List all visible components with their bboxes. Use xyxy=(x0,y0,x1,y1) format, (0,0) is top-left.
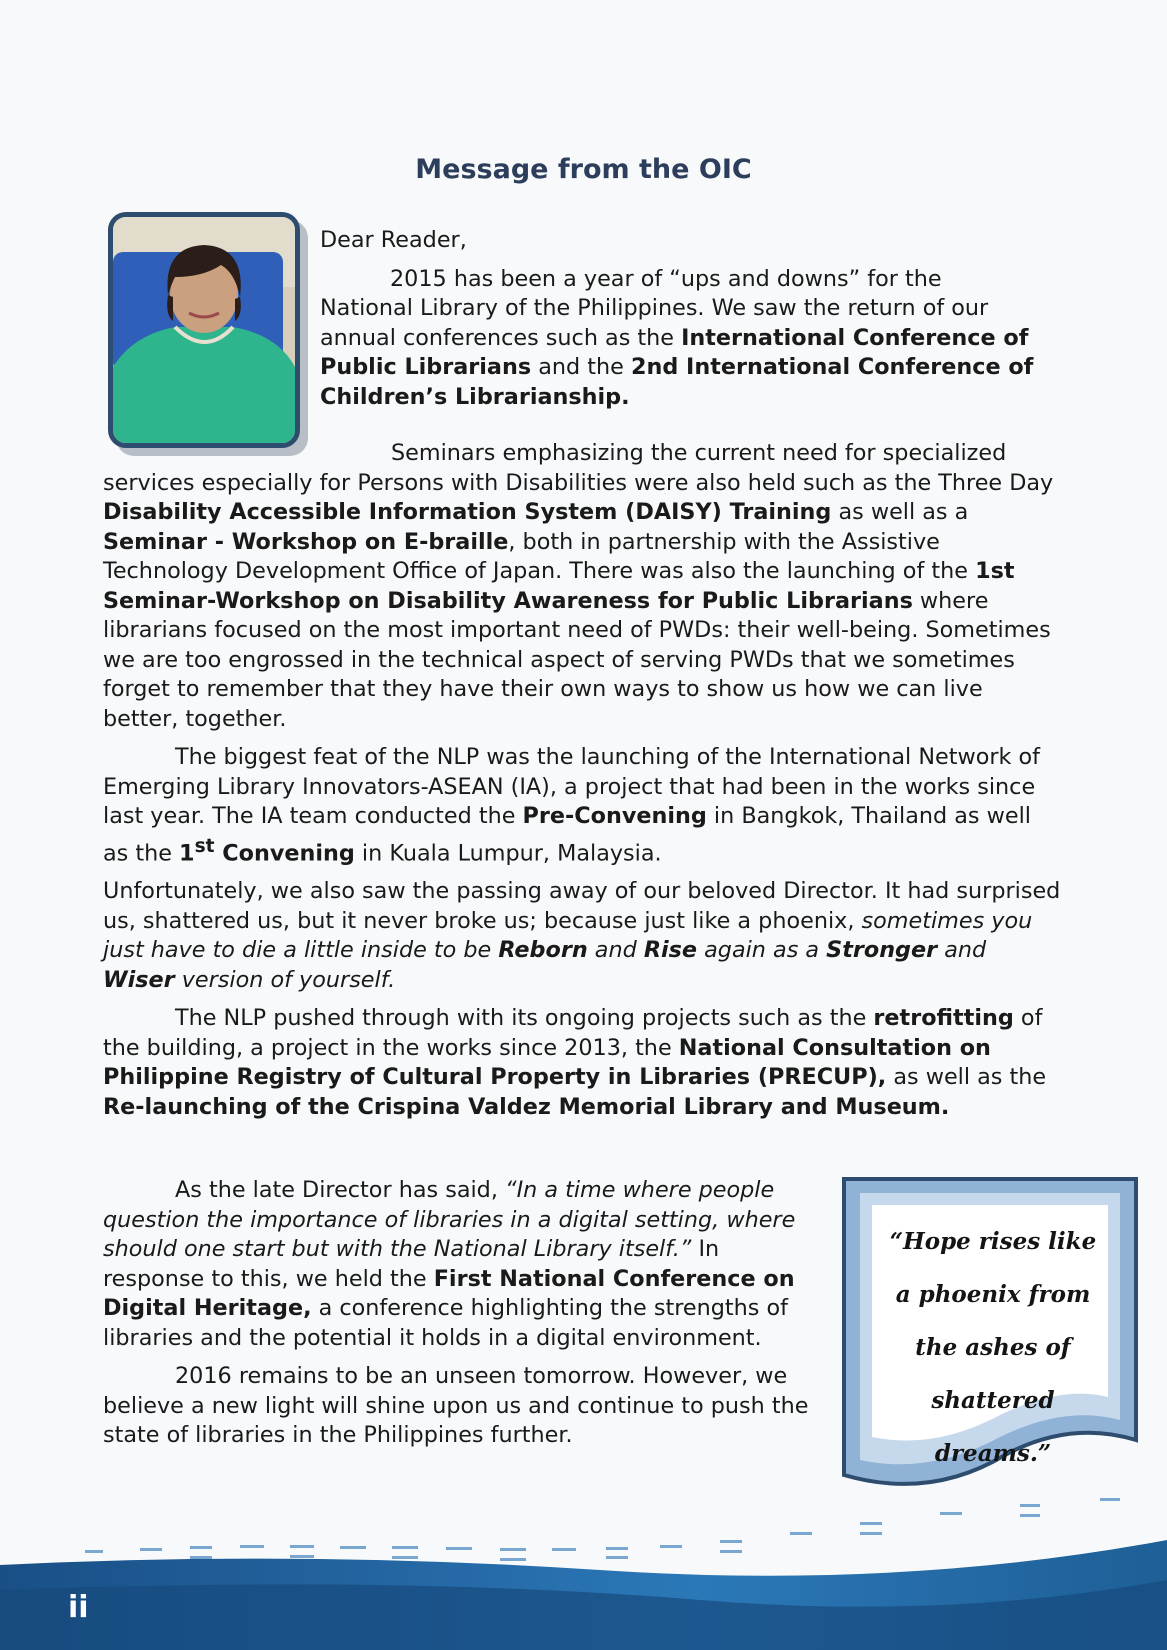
text-run: The NLP pushed through with its ongoing projects such as the xyxy=(175,1005,874,1032)
text-run: in Bangkok, Thailand as well as the xyxy=(103,803,1031,866)
text-run: Unfortunately, we also saw the passing away of our beloved Director. It had surprised us, shattered us, but it never broke us; because just like a phoenix, xyxy=(103,878,1061,934)
portrait-photo xyxy=(108,212,300,448)
bold-run: Seminar - Workshop on E-braille xyxy=(103,528,509,555)
bold-run: retrofitting xyxy=(873,1005,1014,1032)
page-title: Message from the OIC xyxy=(415,154,752,186)
text-run: a conference highlighting the strengths of libraries and the potential it holds in a digital environment. xyxy=(103,1295,788,1351)
bold-run: 1st Seminar-Workshop on Disability Awareness for Public Librarians xyxy=(103,558,1015,614)
bold-italic-run: Stronger xyxy=(826,937,938,964)
text-run: , both in partnership with the Assistive Technology Development Office of Japan. There was also the launching of the xyxy=(103,528,976,584)
italic-run: version of yourself. xyxy=(174,966,396,993)
bold-run: Pre-Convening xyxy=(522,803,707,829)
superscript: st xyxy=(194,835,215,857)
bold-run: 2nd International Conference of Children’s Librarianship. xyxy=(320,354,1034,410)
paragraph-7: 2016 remains to be an unseen tomorrow. However, we believe a new light will shine upon us and continue to push the state of libraries in the Philippines further. xyxy=(103,1363,809,1448)
bold-italic-run: Rise xyxy=(643,937,698,964)
bold-italic-run: Wiser xyxy=(103,966,175,993)
paragraph-2 xyxy=(103,439,1063,734)
main-text-block xyxy=(103,439,1063,1131)
bold-run: Convening xyxy=(214,839,355,866)
quote-text: “Hope rises like a phoenix from the ashes of shattered dreams.” xyxy=(889,1228,1097,1467)
footer-wave-decoration xyxy=(0,1470,1167,1650)
italic-run: and xyxy=(587,937,644,964)
text-run: in Kuala Lumpur, Malaysia. xyxy=(354,839,662,866)
italic-run: “In a time where people question the importance of libraries in a digital setting, where should one start but with the National Library itself.” xyxy=(103,1177,796,1262)
text-run: As the late Director has said, xyxy=(175,1177,506,1203)
opening-block xyxy=(320,226,1040,421)
text-run: and the xyxy=(531,354,631,380)
text-run: as well as the xyxy=(886,1064,1047,1091)
italic-run: again as a xyxy=(697,937,827,964)
quote-callout xyxy=(840,1175,1140,1505)
paragraph-4 xyxy=(103,877,1063,995)
paragraph-5 xyxy=(103,1004,1063,1122)
text-run: The biggest feat of the NLP was the launching of the International Network of Emerging Library Innovators-ASEAN (IA), a project that had been in the works since last year. The IA team conducted the xyxy=(103,744,1041,829)
text-run: where librarians focused on the most important need of PWDs: their well-being. Sometimes we are too engrossed in the technical aspect of serving PWDs that we sometimes forget to remember that they have their own ways to show us how we can live better, together. xyxy=(103,587,1051,732)
italic-run: and xyxy=(937,937,987,964)
bold-run: First National Conference on Digital Heritage, xyxy=(103,1265,795,1321)
italic-run: sometimes you just have to die a little inside to be xyxy=(103,907,1033,964)
bold-italic-run: Reborn xyxy=(498,937,588,964)
paragraph-3 xyxy=(103,743,1063,868)
bold-run: 1 xyxy=(179,839,195,866)
bold-run: National Consultation on Philippine Registry of Cultural Property in Libraries (PRECUP), xyxy=(103,1034,991,1091)
text-run: 2015 has been a year of “ups and downs” for the National Library of the Philippines. We saw the return of our annual conferences such as the xyxy=(320,265,989,351)
paragraph-6 xyxy=(103,1176,818,1353)
page-number: ii xyxy=(68,1590,89,1625)
bold-run: Re-launching of the Crispina Valdez Memorial Library and Museum. xyxy=(103,1093,950,1120)
text-run: Seminars emphasizing the current need for specialized services especially for Persons with Disabilities were also held such as the Three Day xyxy=(103,440,1054,496)
paragraph-1 xyxy=(320,265,1040,413)
text-run: of the building, a project in the works since 2013, the xyxy=(103,1005,1043,1061)
text-run: as well as a xyxy=(831,499,969,525)
bold-run: International Conference of Public Librarians xyxy=(320,324,1029,380)
bold-run: Disability Accessible Information System (DAISY) Training xyxy=(103,499,832,525)
greeting: Dear Reader, xyxy=(320,227,467,253)
text-run: In response to this, we held the xyxy=(103,1236,720,1292)
closing-block xyxy=(103,1176,818,1460)
